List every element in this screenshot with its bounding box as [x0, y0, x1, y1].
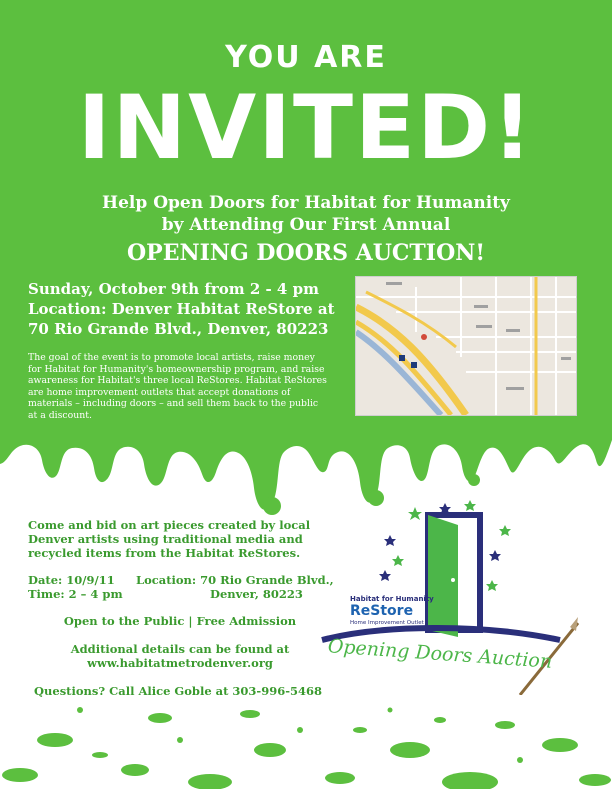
event-location-1: Location: Denver Habitat ReStore at: [28, 300, 335, 318]
headline-invited: INVITED!: [77, 76, 535, 179]
questions-contact: Questions? Call Alice Goble at 303-996-5468: [34, 684, 322, 698]
additional-details: Additional details can be found at: [70, 642, 290, 656]
detail-date: Date: 10/9/11: [28, 573, 115, 587]
headline-you-are: YOU ARE: [225, 40, 387, 75]
opening-doors-logo: [320, 495, 580, 695]
come-and-bid-text: Come and bid on art pieces created by local Denver artists using traditional media and recycled items from the Habitat ReStores.: [28, 518, 311, 560]
logo-script-text: Opening Doors Auction: [327, 635, 553, 673]
event-description: The goal of the event is to promote local artists, raise money for Habitat for Humanity's homeownership program, and raise awareness for Habitat's three local ReStores. Habitat ReStores are home improvement outlets that accept donations of materials – including doors – and sell them back to the public at a discount.: [28, 352, 327, 421]
event-date: Sunday, October 9th from 2 - 4 pm: [28, 280, 319, 298]
habitat-org-label: Habitat for Humanity: [350, 595, 434, 603]
open-to-public: Open to the Public | Free Admission: [63, 614, 297, 628]
website-link[interactable]: www.habitatmetrodenver.org: [87, 656, 273, 670]
event-location-2: 70 Rio Grande Blvd., Denver, 80223: [28, 320, 329, 338]
restore-sub-label: Home Improvement Outlet: [350, 620, 424, 626]
slime-blobs: [0, 700, 612, 789]
location-map: [355, 276, 577, 416]
detail-time: Time: 2 – 4 pm: [28, 587, 123, 601]
subtitle-line-1: Help Open Doors for Habitat for Humanity: [102, 193, 510, 213]
subtitle-auction: OPENING DOORS AUCTION!: [126, 240, 486, 266]
detail-location-2: Denver, 80223: [210, 587, 303, 601]
restore-label: ReStore: [350, 603, 414, 619]
subtitle-line-2: by Attending Our First Annual: [161, 215, 451, 235]
detail-location-1: Location: 70 Rio Grande Blvd.,: [136, 573, 334, 587]
